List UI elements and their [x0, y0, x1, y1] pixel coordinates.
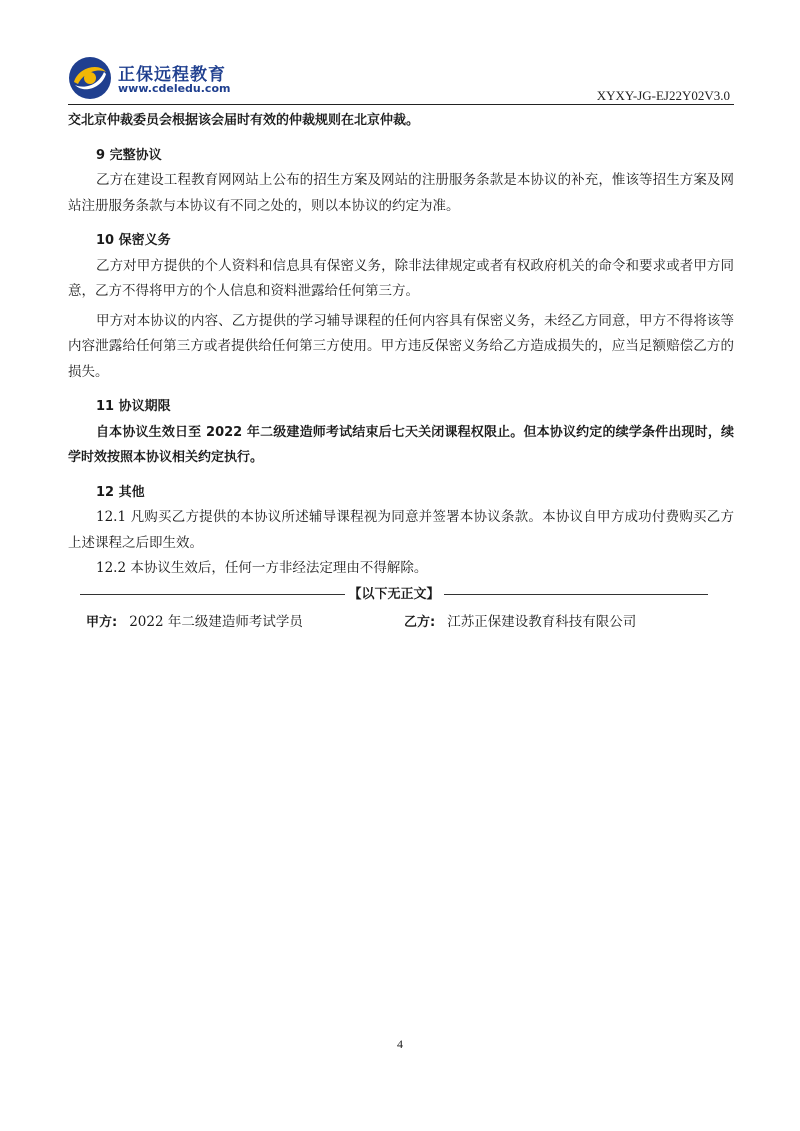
end-marker-text: 【以下无正文】: [348, 586, 440, 602]
section-9-heading: 9 完整协议: [96, 147, 162, 163]
party-b-value: 江苏正保建设教育科技有限公司: [447, 614, 637, 630]
party-a-label: 甲方:: [86, 615, 118, 630]
section-10-heading: 10 保密义务: [96, 233, 171, 248]
section-12-paragraph-1: 12.1 凡购买乙方提供的本协议所述辅导课程视为同意并签署本协议条款。本协议自甲方成功付费购买乙方上述课程之后即生效。: [68, 509, 734, 551]
section-12-paragraph-2: 12.2 本协议生效后，任何一方非经法定理由不得解除。: [96, 560, 428, 576]
document-code: XYXY-JG-EJ22Y02V3.0: [596, 88, 730, 103]
end-dash-right: [444, 594, 709, 595]
brand-name: 正保远程教育: [118, 65, 226, 85]
party-b-label: 乙方:: [404, 615, 436, 630]
header-divider: [68, 104, 734, 105]
section-10-paragraph-1: 乙方对甲方提供的个人资料和信息具有保密义务，除非法律规定或者有权政府机关的命令和要求或者甲方同意，乙方不得将甲方的个人信息和资料泄露给任何第三方。: [68, 257, 734, 299]
section-9-paragraph: 乙方在建设工程教育网网站上公布的招生方案及网站的注册服务条款是本协议的补充，惟该等招生方案及网站注册服务条款与本协议有不同之处的，则以本协议的约定为准。: [68, 172, 734, 214]
party-a-value: 2022 年二级建造师考试学员: [129, 614, 303, 630]
page-header: [68, 56, 734, 104]
page-number: 4: [397, 1037, 403, 1051]
section-11-paragraph: 自本协议生效日至 2022 年二级建造师考试结束后七天关闭课程权限止。但本协议约定的续学条件出现时，续学时效按照本协议相关约定执行。: [68, 424, 734, 465]
party-b-signature: [404, 610, 636, 630]
section-10-paragraph-2: 甲方对本协议的内容、乙方提供的学习辅导课程的任何内容具有保密义务，未经乙方同意，甲方不得将该等内容泄露给任何第三方或者提供给任何第三方使用。甲方违反保密义务给乙方造成损失的，应当足额赔偿乙方的损失。: [68, 312, 734, 380]
party-a-signature: [86, 610, 303, 630]
end-of-text-marker: [68, 584, 734, 606]
section-11-heading: 11 协议期限: [96, 399, 171, 414]
document-body: [68, 108, 734, 606]
intro-paragraph: 交北京仲裁委员会根据该会届时有效的仲裁规则在北京仲裁。: [68, 113, 420, 128]
section-12-heading: 12 其他: [96, 484, 145, 500]
end-dash-left: [80, 594, 345, 595]
zhengbao-logo-icon: [68, 56, 112, 100]
brand-url: www.cdeledu.com: [118, 82, 231, 95]
